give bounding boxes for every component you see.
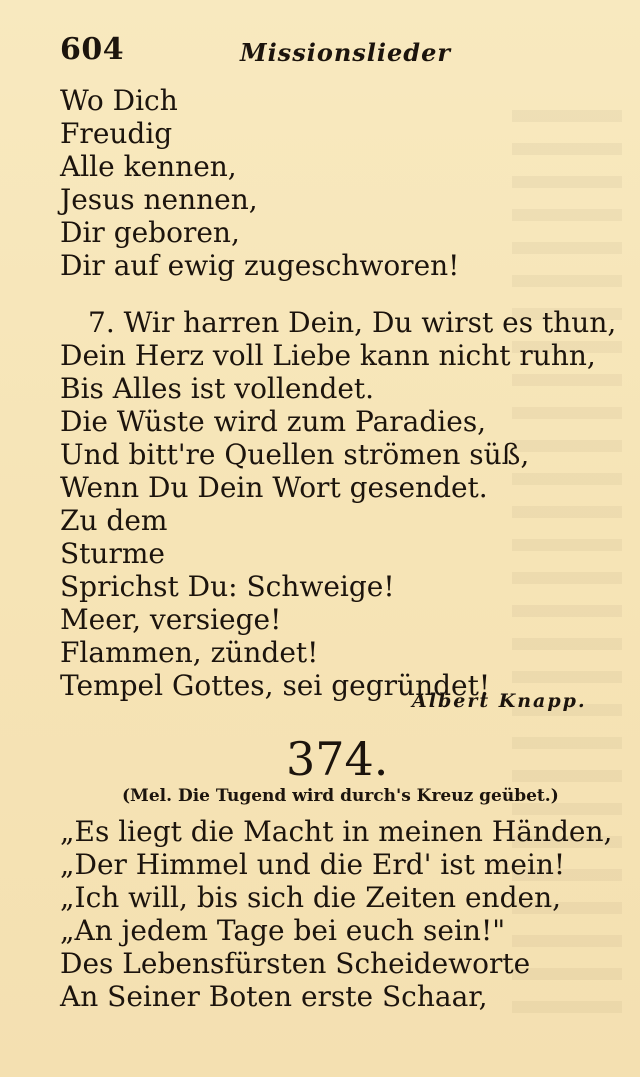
verse-line: Flammen, zündet! [60,636,319,669]
verse-line: Meer, versiege! [60,603,282,636]
running-title: Missionslieder [240,38,451,67]
verse-line: Dir geboren, [60,216,240,249]
verse-line: Des Lebensfürsten Scheideworte [60,947,531,980]
verse-line: „An jedem Tage bei euch sein!" [60,914,506,947]
verse-line: Freudig [60,117,173,150]
verse-line: Bis Alles ist vollendet. [60,372,375,405]
verse-line: Die Wüste wird zum Paradies, [60,405,487,438]
author-attribution: Albert Knapp. [412,690,587,712]
verse-line: Wo Dich [60,84,178,117]
verse-line: Alle kennen, [60,150,237,183]
verse-7 [60,306,617,702]
verse-line: „Es liegt die Macht in meinen Händen, [60,815,613,848]
verse-line: Und bitt're Quellen strömen süß, [60,438,530,471]
verse-line: An Seiner Boten erste Schaar, [60,980,488,1013]
verse-line: Zu dem [60,504,168,537]
hymn-number: 374. [286,732,389,786]
verse-line: 7. Wir harren Dein, Du wirst es thun, [88,306,617,339]
verse-line: Jesus nennen, [60,183,258,216]
page-header [60,28,580,68]
verse-line: Dir auf ewig zugeschworen! [60,249,460,282]
verse-line: „Der Himmel und die Erd' ist mein! [60,848,566,881]
verse-line: Dein Herz voll Liebe kann nicht ruhn, [60,339,596,372]
hymn-374-verse [60,815,613,1013]
verse-continued [60,84,600,282]
verse-line: Sturme [60,537,165,570]
melody-note: (Mel. Die Tugend wird durch's Kreuz geübet.) [122,786,559,806]
verse-line: Tempel Gottes, sei gegründet! [60,669,491,702]
verse-line: Sprichst Du: Schweige! [60,570,395,603]
page-number: 604 [60,32,125,67]
verse-line: Wenn Du Dein Wort gesendet. [60,471,488,504]
verse-line: „Ich will, bis sich die Zeiten enden, [60,881,562,914]
